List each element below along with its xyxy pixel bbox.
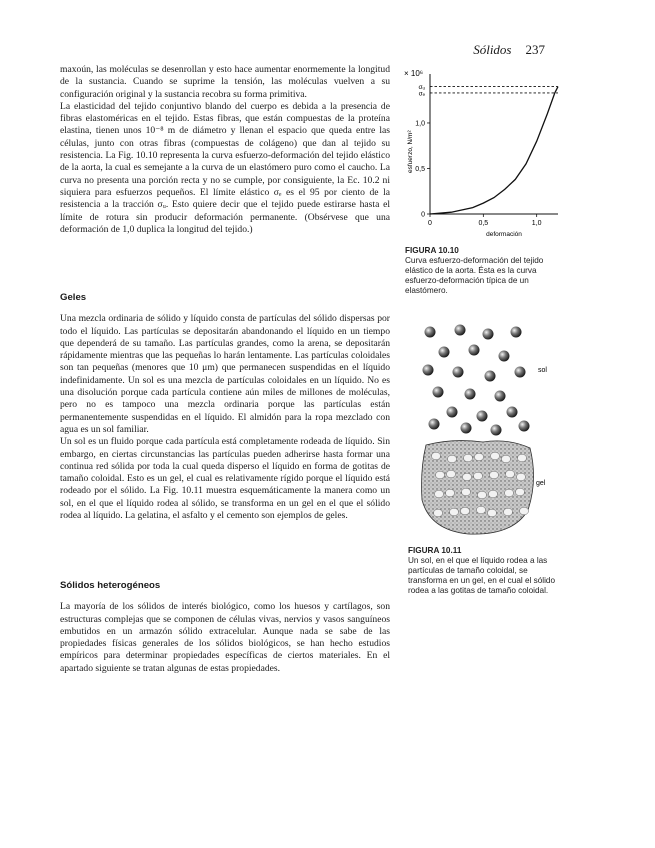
gel-droplet [505,489,514,497]
section-title-geles: Geles [60,292,87,303]
gel-droplet [502,455,511,463]
sol-particle [495,391,506,402]
figure-10-11-caption [408,546,563,596]
gel-droplet [517,473,526,481]
gel-droplet [464,454,473,462]
gel-droplet [450,508,459,516]
running-header-section: Sólidos [473,42,512,57]
sol-particle [511,327,522,338]
gel-droplet [475,453,484,461]
chart-reference-label: σₑ [418,90,425,98]
chart-axes [430,74,558,214]
geles-paragraph-2: Un sol es un fluido porque cada partícula está completamente rodeada de líquido. Sin embargo, en ciertas circunstancias las partículas pueden adherirse hasta formar una continua red sólida por toda la cual queda disperso el líquido en forma de gotitas de tamaño coloidal. Esto es un gel, el cual es relativamente rígido porque el líquido está rodeado por el sólido. La Fig. 10.11 muestra esquemáticamente la manera como un sol, en el que el líquido rodea al sólido, se transforma en un gel en el que el sólido rodea al líquido. La gelatina, el asfalto y el cemento son ejemplos de geles. [60,436,390,522]
sol-particle [483,329,494,340]
chart-series-line [430,87,558,214]
sol-particle [485,371,496,382]
gel-droplet [447,470,456,478]
gel-droplet [518,454,527,462]
gel-droplet [520,507,529,515]
chart-x-tick-label: 1,0 [531,220,542,227]
running-header [473,42,545,58]
sol-particle [469,345,480,356]
page-number: 237 [525,42,545,57]
sol-particles [423,325,530,436]
chart-y-tick-label: 0 [421,211,425,219]
intro-paragraph-1: maxoún, las moléculas se desenrollan y esto hace aumentar enormemente la longitud de la sustancia. Cuando se suprime la tensión, las moléculas vuelven a su configuración original y la sustancia recobra su forma primitiva. [60,64,390,100]
chart-y-tick-label: 1,0 [415,120,425,128]
gel-droplet [504,508,513,516]
sol-particle [429,419,440,430]
gel-droplet [490,471,499,479]
chart-reference-label: σᵤ [418,84,425,92]
sol-particle [499,351,510,362]
chart-y-tick-label: 0,5 [415,165,425,173]
label-sol: sol [538,367,547,374]
sol-particle [507,407,518,418]
gel-droplet [488,509,497,517]
sol-particle [433,387,444,398]
gel-droplet [461,507,470,515]
label-gel: gel [536,480,546,487]
sol-particle [515,367,526,378]
sol-particle [519,421,530,432]
sol-particle [425,327,436,338]
figure-10-10-chart [398,64,568,244]
sol-particle [423,365,434,376]
chart-x-tick-label: 0,5 [478,220,489,227]
gel-droplet [516,488,525,496]
gel-droplet [474,472,483,480]
gel-droplet [477,506,486,514]
heterogeneos-paragraph-1: La mayoría de los sólidos de interés biológico, como los huesos y cartílagos, son estructuras complejas que se componen de células vivas, nervios y vasos sanguíneos embutidos en un armazón sólido extracelular. Aunque nada se sabe de las propiedades físicas generales de los sólidos biológicos, se han hecho estudios empíricos para determinar propiedades específicas de ciertos materiales. En el apartado siguiente se tratan algunas de estas propiedades. [60,601,390,674]
chart-y-scale-label: × 10⁶ [404,69,424,78]
section-heterogeneos [60,580,390,675]
sol-particle [447,407,458,418]
chart-y-axis-label: esfuerzo, N/m² [407,130,414,173]
gel-droplet [448,455,457,463]
figure-10-11-caption-label: FIGURA 10.11 [408,546,462,555]
chart-ticks [415,120,541,227]
sol-particle [465,389,476,400]
sol-particle [439,347,450,358]
sol-particle [491,425,502,436]
gel-droplet [463,473,472,481]
gel-droplet [434,509,443,517]
chart-x-tick-label: 0 [428,220,432,227]
figure-10-10-caption-text: Curva esfuerzo-deformación del tejido elástico de la aorta. Ésta es la curva esfuerzo-deformación típica de un elastómero. [405,256,544,295]
gel-droplet [432,452,441,460]
figure-10-10-caption [405,246,560,296]
gel-droplet [435,490,444,498]
gel-droplet [436,471,445,479]
chart-reference-lines [419,84,559,97]
geles-paragraph-1: Una mezcla ordinaria de sólido y líquido consta de partículas del sólido dispersas por todo el líquido. Las partículas se depositarán abandonando el líquido en un tiempo que dependerá de su tamaño. Las partículas grandes, como la arena, se depositarán rápidamente mientras que las pequeñas lo harán lentamente. Las partículas coloidales son tan pequeñas (menores que 10 μm) que permanecen suspendidas en el líquido indefinidamente. Un sol es una mezcla de partículas coloidales en un líquido. No es una disolución porque cada partícula contiene aún miles de millones de moléculas, pero no es tampoco una mezcla ordinaria porque las partículas están permanentemente suspendidas en el líquido. El almidón para la ropa mezclado con agua es un sol familiar. [60,313,390,435]
figure-10-10-caption-label: FIGURA 10.10 [405,246,459,255]
sol-particle [453,367,464,378]
gel-droplet [491,452,500,460]
gel-droplet [478,491,487,499]
gel-droplet [462,488,471,496]
gel-droplet [506,470,515,478]
sol-particle [461,423,472,434]
figure-10-11-caption-text: Un sol, en el que el líquido rodea a las partículas de tamaño coloidal, se transforma en un gel, en el cual el sólido rodea a las gotitas de tamaño coloidal. [408,556,556,595]
sol-particle [477,411,488,422]
gel-droplet [489,490,498,498]
section-geles [60,292,390,522]
sol-particle [455,325,466,336]
gel-droplet [446,489,455,497]
chart-x-axis-label: deformación [486,231,522,238]
intro-paragraph-2: La elasticidad del tejido conjuntivo blando del cuerpo es debida a la presencia de fibras elastoméricas en el tejido. Estas fibras, que están compuestas de la proteína elastina, tienen unos 10⁻⁸ m de diámetro y llenan el espacio que queda entre las células, junto con otras fibras (compuestas de colágeno) que dan al tejido su resistencia. La Fig. 10.10 representa la curva esfuerzo-deformación del tejido elástico de la aorta, la cual es semejante a la curva de un elastómero puro como el caucho. La curva no presenta una porción recta y no se cumple, por consiguiente, la Ec. 10.2 ni siquiera para esfuerzos pequeños. El límite elástico σₑ es el 95 por ciento de la resistencia a la tracción σᵤ. Esto quiere decir que el tejido puede estirarse hasta el límite de rotura sin producir deformación permanente. (Obsérvese que una deformación de 1,0 duplica la longitud del tejido.) [60,100,390,235]
intro-text [60,64,390,236]
section-title-heterogeneos: Sólidos heterogéneos [60,580,161,591]
figure-10-11-illustration [408,320,558,540]
